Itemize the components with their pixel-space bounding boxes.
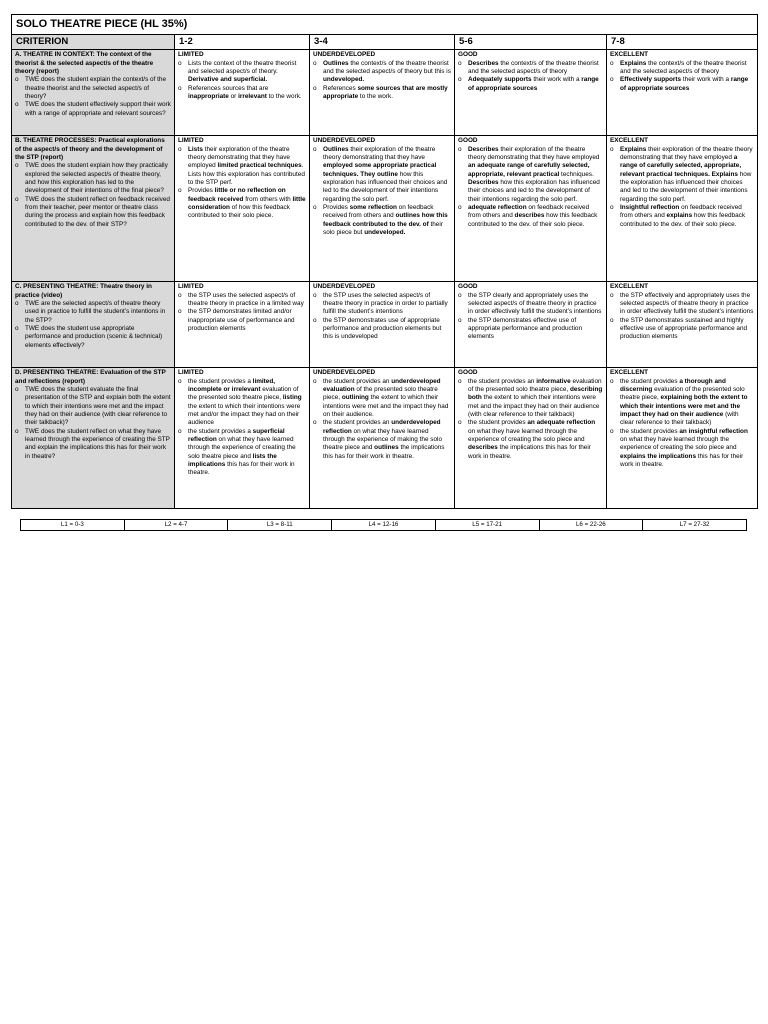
band-cell bbox=[310, 368, 455, 509]
descriptor-emphasis: explains bbox=[666, 212, 693, 220]
band-level-label: LIMITED bbox=[178, 369, 204, 377]
descriptor-text: the STP demonstrates sustained and highly effective use of appropriate performance and production elements bbox=[620, 316, 748, 341]
band-descriptors bbox=[313, 378, 451, 461]
descriptor-text: . Lists how this exploration has contributed to the STP perf. bbox=[188, 162, 305, 186]
scale-cell: L7 = 27-32 bbox=[643, 520, 747, 531]
scale-cell: L6 = 22-26 bbox=[539, 520, 643, 531]
band-descriptor bbox=[313, 146, 451, 204]
band-cell bbox=[455, 282, 607, 368]
band-descriptor bbox=[313, 419, 451, 461]
band-descriptors bbox=[458, 60, 603, 93]
band-descriptors bbox=[610, 146, 754, 229]
descriptor-text: to the work. bbox=[358, 92, 393, 100]
descriptor-emphasis: Describes bbox=[468, 59, 499, 67]
band-level-label: LIMITED bbox=[178, 137, 204, 145]
criterion-questions bbox=[15, 162, 171, 229]
descriptor-text: or bbox=[228, 92, 239, 100]
band-cell bbox=[455, 136, 607, 282]
band-descriptor bbox=[458, 317, 603, 342]
criterion-cell bbox=[12, 282, 175, 368]
descriptor-text: the implications this has for their work in theatre. bbox=[468, 444, 591, 460]
descriptor-text: of how this feedback contributed to their solo piece. bbox=[188, 203, 290, 220]
band-level-label: LIMITED bbox=[178, 283, 204, 291]
descriptor-text: the STP demonstrates limited and/or inappropriate use of performance and production elements bbox=[188, 308, 295, 332]
descriptor-emphasis: They outline bbox=[360, 170, 398, 178]
band-descriptor bbox=[610, 76, 754, 93]
descriptor-emphasis: outlining bbox=[341, 394, 369, 402]
band-level-label: UNDERDEVELOPED bbox=[313, 369, 376, 377]
descriptor-emphasis: limited, incomplete or irrelevant bbox=[188, 377, 276, 393]
criterion-title: B. THEATRE PROCESSES: Practical explorations of the aspect/s of theory and the development of the STP (report) bbox=[15, 137, 165, 161]
rubric-row bbox=[12, 136, 758, 282]
descriptor-text: their exploration of the theatre theory demonstrating that they have bbox=[323, 145, 436, 161]
descriptor-emphasis: Adequately supports bbox=[468, 76, 532, 84]
descriptor-emphasis: some sources that are mostly appropriate bbox=[323, 84, 448, 100]
descriptor-emphasis: describes bbox=[514, 212, 545, 220]
band-descriptor bbox=[313, 204, 451, 237]
criterion-title: A. THEATRE IN CONTEXT: The context of the theorist & the selected aspect/s of the theatre theory (report) bbox=[15, 51, 154, 75]
descriptor-text: techniques. bbox=[559, 170, 594, 178]
band-header-1-2: 1-2 bbox=[175, 35, 310, 50]
band-cell bbox=[607, 50, 758, 136]
band-descriptor bbox=[178, 378, 306, 428]
descriptor-emphasis: limited practical techniques bbox=[217, 162, 302, 170]
criterion-question: o TWE does the student reflect on what they have learned through the experience of creating the STP and explain the implications this has for their work in theatre? bbox=[15, 428, 171, 461]
band-descriptor bbox=[458, 146, 603, 204]
descriptor-emphasis: little or no reflection on feedback received bbox=[188, 187, 286, 203]
descriptor-text: on feedback received from others and bbox=[323, 203, 434, 220]
criterion-question: o TWE does the student explain the context/s of the theatre theorist and the selected aspect/s of theory? bbox=[15, 76, 171, 101]
descriptor-text: how this feedback contributed to the dev. of their solo piece. bbox=[620, 212, 746, 228]
descriptor-text: their exploration of the theatre theory demonstrating that they have employed bbox=[188, 145, 290, 170]
scale-cell: L5 = 17-21 bbox=[435, 520, 539, 531]
descriptor-text: the context/s of the theatre theorist and the selected aspect/s of theory bbox=[468, 59, 599, 75]
descriptor-text: the context/s of the theatre theorist and the selected aspect/s of theory bbox=[620, 59, 747, 75]
descriptor-emphasis: describes bbox=[468, 444, 498, 452]
descriptor-text: their exploration of the theatre theory demonstrating that they have employed bbox=[468, 145, 600, 161]
band-level-label: GOOD bbox=[458, 51, 478, 59]
descriptor-emphasis: superficial reflection bbox=[188, 427, 285, 443]
descriptor-text: the student provides a bbox=[188, 377, 253, 385]
descriptor-text: how the exploration has influenced their choices and led to the development of their intentions regarding the solo perf. bbox=[620, 170, 752, 203]
descriptor-emphasis: an adequate range of carefully selected, appropriate, relevant practical bbox=[468, 162, 590, 178]
band-level-label: GOOD bbox=[458, 137, 478, 145]
band-level-label: UNDERDEVELOPED bbox=[313, 51, 376, 59]
descriptor-text: the STP uses the selected aspect/s of theatre theory in practice in order to partially fulfill the student’s intentions bbox=[323, 291, 448, 316]
descriptor-emphasis: outlines bbox=[374, 444, 399, 452]
band-cell bbox=[455, 50, 607, 136]
band-descriptors bbox=[610, 378, 754, 470]
scale-cell: L2 = 4-7 bbox=[124, 520, 228, 531]
criterion-question: o TWE does the student reflect on feedback received from their teacher, peer mentor or theatre class during the process and explain how this feedback contributed to the dev. of their STP? bbox=[15, 196, 171, 229]
scale-cell: L4 = 12-16 bbox=[332, 520, 436, 531]
band-descriptors bbox=[313, 146, 451, 238]
band-descriptor bbox=[610, 317, 754, 342]
descriptor-text: the extent to which their intentions were met and the impact they had on their audience (with clear reference to their talkback) bbox=[468, 394, 600, 418]
descriptor-emphasis: undeveloped. bbox=[323, 76, 365, 84]
band-level-label: GOOD bbox=[458, 283, 478, 291]
descriptor-text: References sources that are bbox=[188, 84, 269, 92]
band-level-label: UNDERDEVELOPED bbox=[313, 283, 376, 291]
descriptor-text: their solo piece but bbox=[323, 220, 443, 236]
descriptor-emphasis: Outlines bbox=[323, 145, 349, 153]
band-descriptor bbox=[610, 204, 754, 229]
criterion-question: o TWE does the student use appropriate performance and production (scenic & technical) elements effectively? bbox=[15, 325, 171, 350]
descriptor-emphasis: Explains bbox=[620, 59, 647, 67]
descriptor-text: this has for their work in theatre. bbox=[188, 460, 295, 477]
descriptor-text: (with clear reference to their talkback) bbox=[620, 410, 739, 427]
criterion-question: o TWE does the student explain how they practically explored the selected aspect/s of theatre theory, and how this exploration has led to the development of their intentions of the final piece? bbox=[15, 162, 171, 195]
rubric-row bbox=[12, 282, 758, 368]
band-descriptor bbox=[458, 204, 603, 229]
descriptor-text: how this exploration has influenced their choices and led to the development of their intentions regarding the solo perf. bbox=[323, 170, 448, 203]
criterion-questions bbox=[15, 300, 171, 350]
descriptor-text: the student provides an bbox=[323, 419, 392, 427]
band-cell bbox=[175, 282, 310, 368]
band-cell bbox=[607, 282, 758, 368]
rubric-row bbox=[12, 368, 758, 509]
descriptor-text: the extent to which their intentions were met and/or the impact they had on their audience bbox=[188, 402, 301, 427]
criterion-header: CRITERION bbox=[12, 35, 175, 50]
band-descriptor bbox=[178, 187, 306, 220]
descriptor-text: the STP demonstrates use of appropriate performance and production elements but this is undeveloped bbox=[323, 316, 442, 341]
band-header-7-8: 7-8 bbox=[607, 35, 758, 50]
descriptor-text: this has for their work in theatre. bbox=[620, 452, 744, 468]
band-descriptor bbox=[458, 76, 603, 93]
band-descriptors bbox=[313, 292, 451, 342]
descriptor-text: evaluation of the presented solo theatre piece, bbox=[468, 377, 602, 393]
band-descriptor bbox=[313, 60, 451, 85]
descriptor-emphasis: lists the implications bbox=[188, 452, 277, 468]
band-descriptor bbox=[610, 428, 754, 470]
band-level-label: EXCELLENT bbox=[610, 51, 648, 59]
band-descriptor bbox=[178, 146, 306, 188]
criterion-questions bbox=[15, 76, 171, 118]
descriptor-emphasis: Lists bbox=[188, 145, 203, 153]
band-descriptors bbox=[178, 60, 306, 102]
band-descriptors bbox=[610, 60, 754, 93]
descriptor-text: Provides bbox=[323, 203, 350, 211]
band-cell bbox=[175, 50, 310, 136]
descriptor-emphasis: describing both bbox=[468, 386, 603, 402]
band-descriptor bbox=[313, 317, 451, 342]
band-descriptor bbox=[610, 60, 754, 77]
criterion-question: o TWE does the student effectively support their work with a range of appropriate and relevant sources? bbox=[15, 101, 171, 118]
descriptor-text: Provides bbox=[188, 187, 215, 195]
band-cell bbox=[455, 368, 607, 509]
band-descriptor bbox=[178, 85, 306, 102]
descriptor-emphasis: irrelevant bbox=[238, 92, 267, 100]
band-descriptor bbox=[610, 292, 754, 317]
rubric-body bbox=[12, 50, 758, 509]
descriptor-emphasis: range of appropriate sources bbox=[468, 76, 599, 92]
descriptor-emphasis: listing bbox=[282, 394, 302, 402]
band-descriptor bbox=[458, 419, 603, 461]
band-level-label: UNDERDEVELOPED bbox=[313, 137, 376, 145]
criterion-cell bbox=[12, 50, 175, 136]
band-descriptors bbox=[178, 146, 306, 221]
band-descriptor bbox=[313, 292, 451, 317]
band-descriptors bbox=[178, 292, 306, 334]
band-level-label: LIMITED bbox=[178, 51, 204, 59]
criterion-title: C. PRESENTING THEATRE: Theatre theory in practice (video) bbox=[15, 283, 152, 299]
descriptor-emphasis: adequate reflection bbox=[468, 203, 527, 211]
band-descriptor bbox=[610, 146, 754, 204]
descriptor-text: evaluation of the presented solo theatre piece, bbox=[188, 386, 299, 402]
rubric-row bbox=[12, 50, 758, 136]
band-cell bbox=[175, 368, 310, 509]
descriptor-emphasis: Explains bbox=[620, 145, 647, 153]
descriptor-text: the student provides an bbox=[323, 377, 392, 385]
band-descriptor bbox=[178, 428, 306, 478]
band-descriptor bbox=[178, 60, 306, 85]
descriptor-text: the STP demonstrates effective use of appropriate performance and production elements bbox=[468, 316, 583, 341]
band-cell bbox=[175, 136, 310, 282]
descriptor-emphasis: explains the implications bbox=[620, 452, 696, 460]
band-header-5-6: 5-6 bbox=[455, 35, 607, 50]
descriptor-text: how this feedback contributed to the dev. of their solo piece. bbox=[468, 212, 598, 228]
band-descriptor bbox=[313, 85, 451, 102]
band-header-3-4: 3-4 bbox=[310, 35, 455, 50]
descriptor-emphasis: Derivative and superficial. bbox=[188, 76, 268, 84]
descriptor-emphasis: an insightful reflection bbox=[679, 427, 748, 435]
descriptor-emphasis: underdeveloped reflection bbox=[323, 419, 441, 435]
descriptor-emphasis: range of appropriate sources bbox=[620, 76, 749, 92]
page-title: SOLO THEATRE PIECE (HL 35%) bbox=[12, 15, 758, 35]
criterion-question: o TWE are the selected aspect/s of theatre theory used in practice to fulfill the student’s intentions in the STP? bbox=[15, 300, 171, 325]
descriptor-emphasis: a range of carefully selected, appropriate, relevant practical techniques. Explains bbox=[620, 154, 742, 178]
descriptor-emphasis: Describes bbox=[468, 145, 499, 153]
descriptor-text: to the work. bbox=[266, 92, 302, 100]
descriptor-emphasis: explaining both the extent to which their intentions were met and the impact they had on their audience bbox=[620, 394, 748, 418]
criterion-questions bbox=[15, 386, 171, 461]
band-cell bbox=[310, 50, 455, 136]
descriptor-text: on what they have learned through the experience of creating the solo piece and bbox=[468, 427, 585, 443]
scale-cell: L1 = 0-3 bbox=[21, 520, 125, 531]
band-descriptor bbox=[458, 60, 603, 77]
band-descriptors bbox=[458, 292, 603, 342]
band-cell bbox=[607, 136, 758, 282]
descriptor-text: on what they have learned through the experience of creating the solo piece and bbox=[620, 435, 737, 452]
descriptor-emphasis: inappropriate bbox=[188, 92, 229, 100]
rubric-page bbox=[11, 14, 757, 509]
criterion-cell bbox=[12, 136, 175, 282]
criterion-title: D. PRESENTING THEATRE: Evaluation of the STP and reflections (report) bbox=[15, 369, 166, 385]
descriptor-text: the implications this has for their work in theatre. bbox=[323, 444, 445, 460]
descriptor-emphasis: a thorough and discerning bbox=[620, 377, 726, 393]
descriptor-text: the student provides an bbox=[468, 377, 537, 385]
descriptor-text: the STP clearly and appropriately uses the selected aspect/s of theatre theory in practice in order effectively fulfill the student’s intentions bbox=[468, 291, 602, 316]
criterion-question: o TWE does the student evaluate the final presentation of the STP and explain both the extent to which their intentions were met and the impact they had on their audience (with clear reference to their talkback)? bbox=[15, 386, 171, 428]
criterion-cell bbox=[12, 368, 175, 509]
descriptor-text: the student provides a bbox=[188, 427, 253, 435]
band-level-label: EXCELLENT bbox=[610, 283, 648, 291]
band-descriptors bbox=[178, 378, 306, 478]
descriptor-emphasis: little consideration bbox=[188, 195, 306, 211]
descriptor-text: the STP uses the selected aspect/s of theatre theory in practice in a limited way bbox=[188, 291, 304, 307]
descriptor-text: how this exploration has influenced their choices and led to the development of their intentions regarding the solo perf. bbox=[468, 178, 600, 203]
band-descriptor bbox=[178, 308, 306, 333]
band-descriptor bbox=[610, 378, 754, 428]
descriptor-text: the student provides bbox=[620, 427, 680, 435]
descriptor-text: their exploration of the theatre theory demonstrating that they have employed bbox=[620, 145, 753, 161]
descriptor-text: on what they have learned through the experience of making the solo theatre piece and bbox=[323, 427, 443, 452]
descriptor-text: from others with bbox=[243, 195, 293, 203]
descriptor-emphasis: employed some appropriate practical techniques. bbox=[323, 162, 437, 178]
descriptor-text: evaluation of the presented solo theatre piece, bbox=[620, 386, 745, 402]
band-level-label: GOOD bbox=[458, 369, 478, 377]
band-level-label: EXCELLENT bbox=[610, 369, 648, 377]
descriptor-text: Lists the context of the theatre theorist and selected aspect/s of theory. bbox=[188, 59, 297, 75]
descriptor-text: of the presented solo theatre piece, bbox=[323, 386, 438, 402]
band-descriptor bbox=[458, 378, 603, 420]
descriptor-emphasis: an adequate reflection bbox=[527, 419, 596, 427]
descriptor-text: their work with a bbox=[531, 76, 582, 84]
descriptor-text: on what they have learned through the experience of creating the solo theatre piece and bbox=[188, 435, 296, 460]
band-descriptor bbox=[458, 292, 603, 317]
descriptor-text: on feedback received from others and bbox=[468, 203, 590, 220]
descriptor-text: the extent to which their intentions were met and the impact they had on their audience. bbox=[323, 394, 449, 418]
band-descriptor bbox=[313, 378, 451, 420]
descriptor-text: the student provides bbox=[468, 419, 528, 427]
descriptor-emphasis: outlines how this feedback contributed to the dev. of bbox=[323, 212, 448, 228]
descriptor-emphasis: undeveloped. bbox=[364, 228, 406, 236]
band-descriptors bbox=[610, 292, 754, 342]
band-cell bbox=[310, 282, 455, 368]
band-cell bbox=[607, 368, 758, 509]
band-level-label: EXCELLENT bbox=[610, 137, 648, 145]
descriptor-text: References bbox=[323, 84, 358, 92]
descriptor-text: their work with a bbox=[681, 76, 731, 84]
descriptor-emphasis: Effectively supports bbox=[620, 76, 682, 84]
descriptor-emphasis: underdeveloped evaluation bbox=[323, 377, 441, 393]
descriptor-text: the context/s of the theatre theorist and the selected aspect/s of theory but this is bbox=[323, 59, 451, 75]
scale-cell: L3 = 8-11 bbox=[228, 520, 332, 531]
rubric-table bbox=[11, 14, 758, 509]
band-cell bbox=[310, 136, 455, 282]
band-descriptors bbox=[458, 378, 603, 461]
band-descriptor bbox=[178, 292, 306, 309]
descriptor-text: the STP effectively and appropriately uses the selected aspect/s of theatre theory in practice in order effectively fulfill the student’s intentions bbox=[620, 291, 754, 316]
descriptor-emphasis: Describes bbox=[468, 178, 499, 186]
band-descriptors bbox=[458, 146, 603, 229]
descriptor-emphasis: informative bbox=[536, 377, 571, 385]
descriptor-text: on feedback received from others and bbox=[620, 203, 742, 220]
band-descriptors bbox=[313, 60, 451, 102]
descriptor-text: the student provides bbox=[620, 377, 680, 385]
descriptor-emphasis: some reflection bbox=[349, 203, 397, 211]
level-scale-table bbox=[20, 519, 747, 531]
descriptor-emphasis: Insightful reflection bbox=[620, 203, 680, 211]
descriptor-emphasis: Outlines bbox=[323, 59, 349, 67]
